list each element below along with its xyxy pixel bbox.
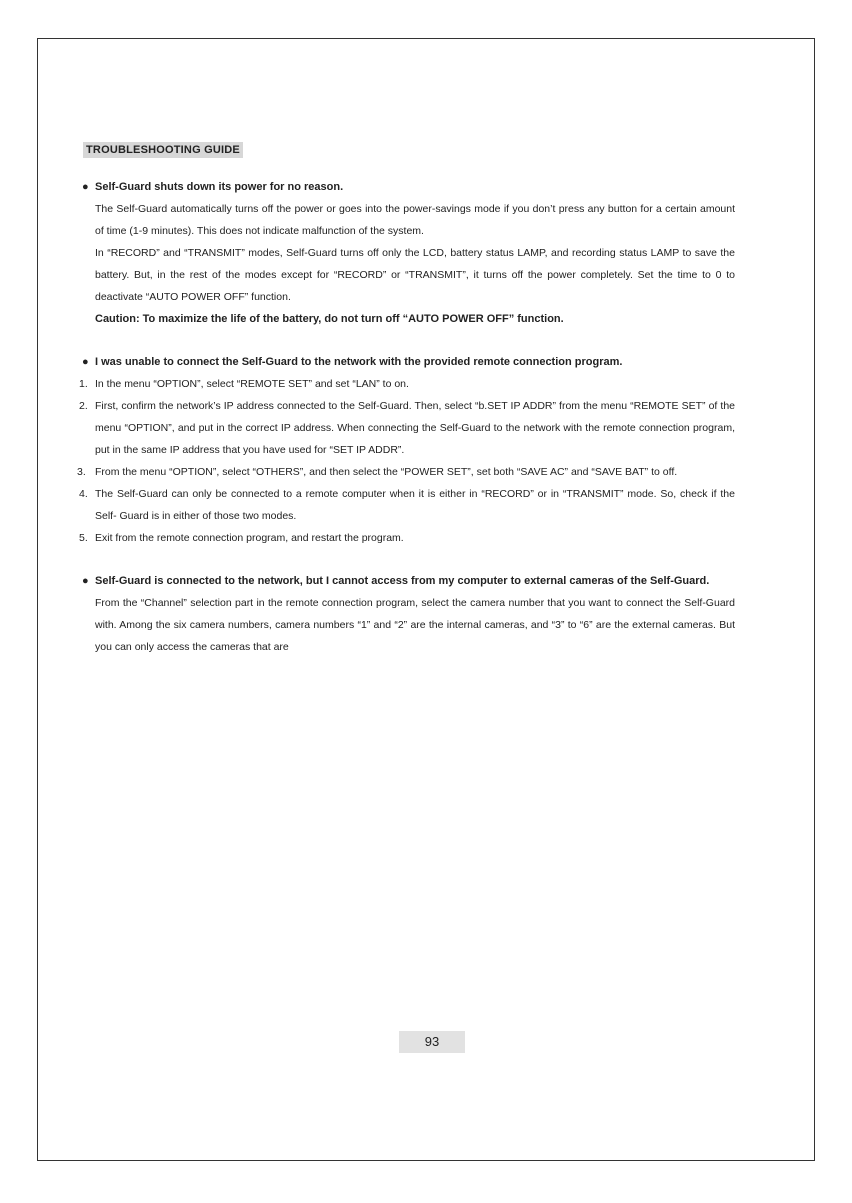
document-content (77, 105, 735, 658)
step-number: 4. (79, 488, 88, 500)
step-text: From the menu “OPTION”, select “OTHERS”, and then select the “POWER SET”, set both “SAVE AC” and “SAVE BAT” to off. (95, 466, 678, 478)
page-title: TROUBLESHOOTING GUIDE (83, 142, 243, 158)
list-item (79, 483, 735, 527)
step-text: First, confirm the network’s IP address connected to the Self-Guard. Then, select “b.SET IP ADDR” from the menu “REMOTE SET” of the menu “OPTION”, and put in the correct IP address. When connecting the Self-Guard to the network with the remote connection program, put in the same IP address that you have used for “SET IP ADDR”. (95, 400, 735, 456)
step-number: 5. (79, 532, 88, 544)
page-number: 93 (399, 1031, 465, 1053)
list-item (77, 461, 735, 483)
step-text: In the menu “OPTION”, select “REMOTE SET” and set “LAN” to on. (95, 378, 409, 390)
paragraph: The Self-Guard automatically turns off the power or goes into the power-savings mode if you don’t press any button for a certain amount of time (1-9 minutes). This does not indicate malfunction of the system. (95, 203, 735, 237)
section-heading: Self-Guard is connected to the network, but I cannot access from my computer to external cameras of the Self-Guard. (95, 575, 710, 587)
step-text: Exit from the remote connection program, and restart the program. (95, 532, 404, 544)
section-heading: I was unable to connect the Self-Guard to the network with the provided remote connection program. (95, 356, 623, 368)
step-number: 2. (79, 400, 88, 412)
troubleshooting-section (77, 351, 735, 549)
list-item (79, 527, 735, 549)
section-heading: Self-Guard shuts down its power for no reason. (95, 181, 344, 193)
list-item (79, 395, 735, 461)
bullet-icon: ● (82, 575, 89, 587)
caution-note: Caution: To maximize the life of the battery, do not turn off “AUTO POWER OFF” function. (95, 313, 564, 325)
paragraph: From the “Channel” selection part in the remote connection program, select the camera number that you want to connect the Self-Guard with. Among the six camera numbers, camera numbers “1” and “2” are the internal cameras, and “3” to “6” are the external cameras. But you can only access the cameras that are (95, 597, 735, 653)
troubleshooting-section (83, 570, 735, 658)
troubleshooting-section (83, 176, 735, 330)
bullet-icon: ● (82, 181, 89, 193)
paragraph: In “RECORD” and “TRANSMIT” modes, Self-Guard turns off only the LCD, battery status LAMP, and recording status LAMP to save the battery. But, in the rest of the modes except for “RECORD” or “TRANSMIT”, it turns off the power completely. Set the time to 0 to deactivate “AUTO POWER OFF” function. (95, 247, 735, 303)
step-text: The Self-Guard can only be connected to a remote computer when it is either in “RECORD” or in “TRANSMIT” mode. So, check if the Self- Guard is in either of those two modes. (95, 488, 735, 522)
list-item (79, 373, 735, 395)
step-number: 3. (77, 466, 86, 478)
step-number: 1. (79, 378, 88, 390)
bullet-icon: ● (82, 356, 89, 368)
